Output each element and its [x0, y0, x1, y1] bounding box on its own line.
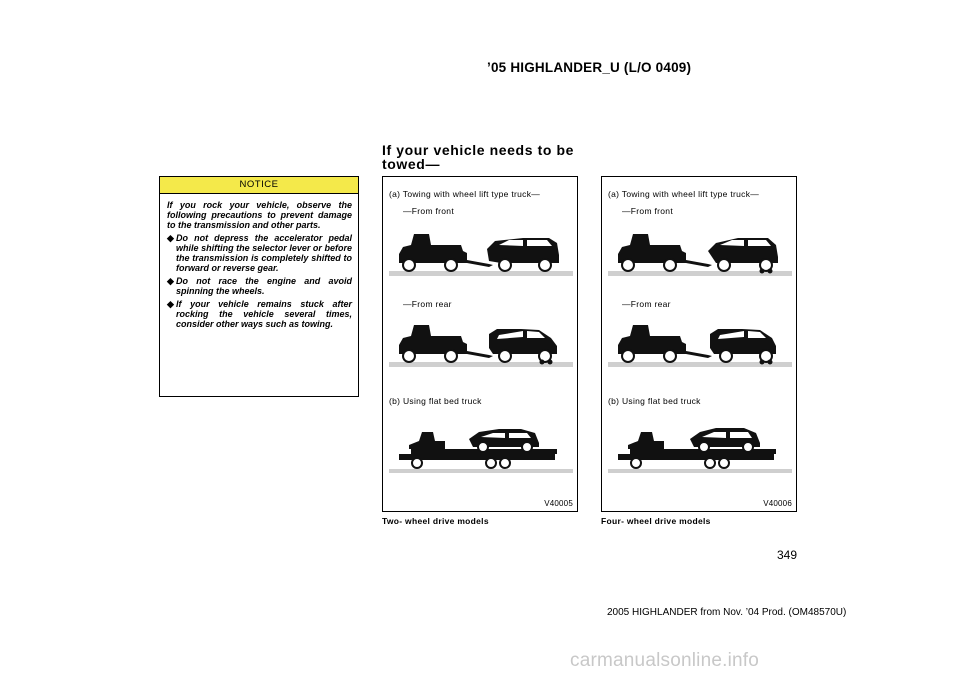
notice-bullet [167, 276, 352, 296]
flat-bed-illustration [389, 425, 573, 475]
notice-intro: If you rock your vehicle, observe the following precautions to prevent damage to the transmission and other parts. [167, 200, 352, 230]
label-wheel-lift: (a) Towing with wheel lift type truck— [389, 189, 541, 199]
section-title: If your vehicle needs to be towed— [382, 142, 575, 172]
label-wheel-lift: (a) Towing with wheel lift type truck— [608, 189, 760, 199]
figure-panel-2wd [382, 176, 578, 512]
label-flat-bed: (b) Using flat bed truck [608, 396, 701, 406]
notice-bullet [167, 299, 352, 329]
figure-code: V40006 [763, 499, 792, 508]
label-from-rear: —From rear [622, 299, 671, 309]
figure-code: V40005 [544, 499, 573, 508]
label-from-front: —From front [403, 206, 455, 216]
tow-from-front-4wd-illustration [608, 229, 792, 279]
notice-bullet [167, 233, 352, 273]
notice-bullet-text: Do not race the engine and avoid spinning the wheels. [176, 276, 352, 296]
notice-heading: NOTICE [160, 177, 358, 194]
diamond-icon: ◆ [167, 276, 174, 286]
label-from-front: —From front [622, 206, 674, 216]
label-flat-bed: (b) Using flat bed truck [389, 396, 482, 406]
label-from-rear: —From rear [403, 299, 452, 309]
caption-2wd: Two- wheel drive models [382, 516, 489, 526]
watermark: carmanualsonline.info [570, 650, 760, 671]
tow-from-rear-4wd-illustration [608, 320, 792, 370]
notice-box [159, 176, 359, 397]
notice-body [160, 194, 358, 329]
page-number: 349 [777, 548, 798, 562]
flat-bed-4wd-illustration [608, 425, 792, 475]
diamond-icon: ◆ [167, 233, 174, 243]
caption-4wd: Four- wheel drive models [601, 516, 711, 526]
notice-bullet-text: If your vehicle remains stuck after rocking the vehicle several times, consider other ways such as towing. [176, 299, 352, 329]
figure-panel-4wd [601, 176, 797, 512]
tow-from-front-illustration [389, 229, 573, 279]
document-footer: 2005 HIGHLANDER from Nov. ’04 Prod. (OM48570U) [607, 607, 847, 618]
notice-bullet-text: Do not depress the accelerator pedal while shifting the selector lever or before the transmission is completely shifted to forward or reverse gear. [176, 233, 352, 273]
document-header: ’05 HIGHLANDER_U (L/O 0409) [487, 60, 692, 75]
diamond-icon: ◆ [167, 299, 174, 309]
tow-from-rear-illustration [389, 320, 573, 370]
